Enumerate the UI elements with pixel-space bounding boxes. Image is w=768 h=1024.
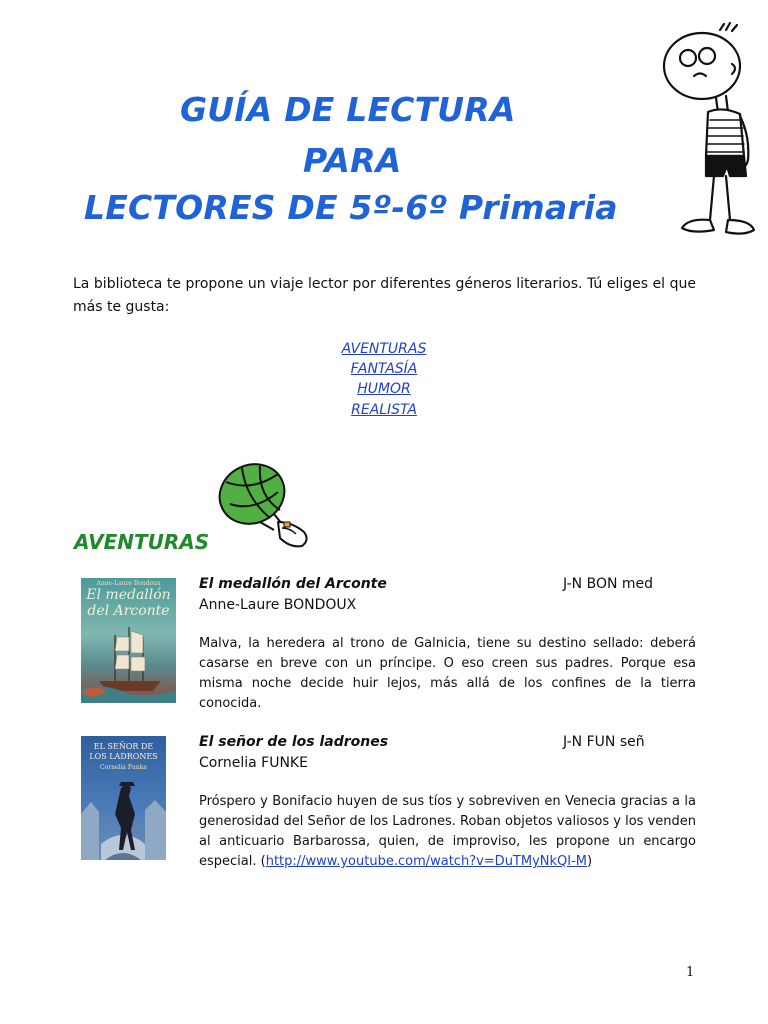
cover-title-line-2: del Arconte: [87, 603, 170, 619]
call-number: J-N BON med: [563, 576, 654, 592]
cover-title-line-2: LOS LADRONES: [89, 752, 158, 761]
title-line-2: PARA: [303, 141, 402, 180]
section-heading-aventuras: AVENTURAS: [74, 530, 210, 554]
page-number: 1: [686, 965, 695, 980]
genre-link-humor[interactable]: HUMOR: [357, 381, 411, 397]
intro-paragraph: La biblioteca te propone un viaje lector por diferentes géneros literarios. Tú eliges el que más te gusta:: [73, 276, 696, 315]
book-title: El señor de los ladrones: [199, 734, 389, 750]
cartoon-boy-illustration: [640, 20, 760, 248]
genre-link-realista[interactable]: REALISTA: [351, 402, 417, 418]
cover-author-text: Anne-Laure Bondoux: [96, 580, 161, 587]
book-cover-medallon: [81, 578, 176, 703]
venice-illustration: [81, 774, 166, 860]
ship-illustration: [81, 623, 176, 703]
genre-link-fantasia[interactable]: FANTASÍA: [350, 361, 418, 377]
book-author: Anne-Laure BONDOUX: [199, 597, 357, 613]
book-author: Cornelia FUNKE: [199, 755, 308, 771]
title-line-3: LECTORES DE 5º-6º Primaria: [84, 188, 618, 227]
summary-close: ): [587, 854, 593, 869]
summary-text: Próspero y Bonifacio huyen de sus tíos y sobreviven en Venecia gracias a la generosidad del Señor de los Ladrones. Roban objetos valiosos y los venden al anticuario Barbarossa, quien, de improviso, les propone un encargo especial. (: [199, 794, 696, 869]
hot-air-balloon-illustration: [212, 462, 312, 550]
cover-title-line-1: EL SEÑOR DE: [93, 742, 154, 751]
call-number: J-N FUN señ: [563, 734, 645, 750]
youtube-link[interactable]: http://www.youtube.com/watch?v=DuTMyNkQI-M: [265, 854, 588, 869]
book-summary: Malva, la heredera al trono de Galnicia, tiene su destino sellado: deberá casarse en breve con un príncipe. O eso creen sus padres. Porque esa misma noche decide huir lejos, más allá de los confines de la tierra conocida.: [199, 636, 696, 711]
book-cover-senor-ladrones: [81, 736, 166, 860]
book-summary: [199, 792, 696, 872]
cover-author-text: Cornelia Funke: [100, 764, 147, 771]
genre-link-aventuras[interactable]: AVENTURAS: [341, 341, 427, 357]
title-line-1: GUÍA DE LECTURA: [180, 90, 516, 129]
book-title: El medallón del Arconte: [199, 576, 387, 592]
cover-title-line-1: El medallón: [86, 587, 171, 603]
